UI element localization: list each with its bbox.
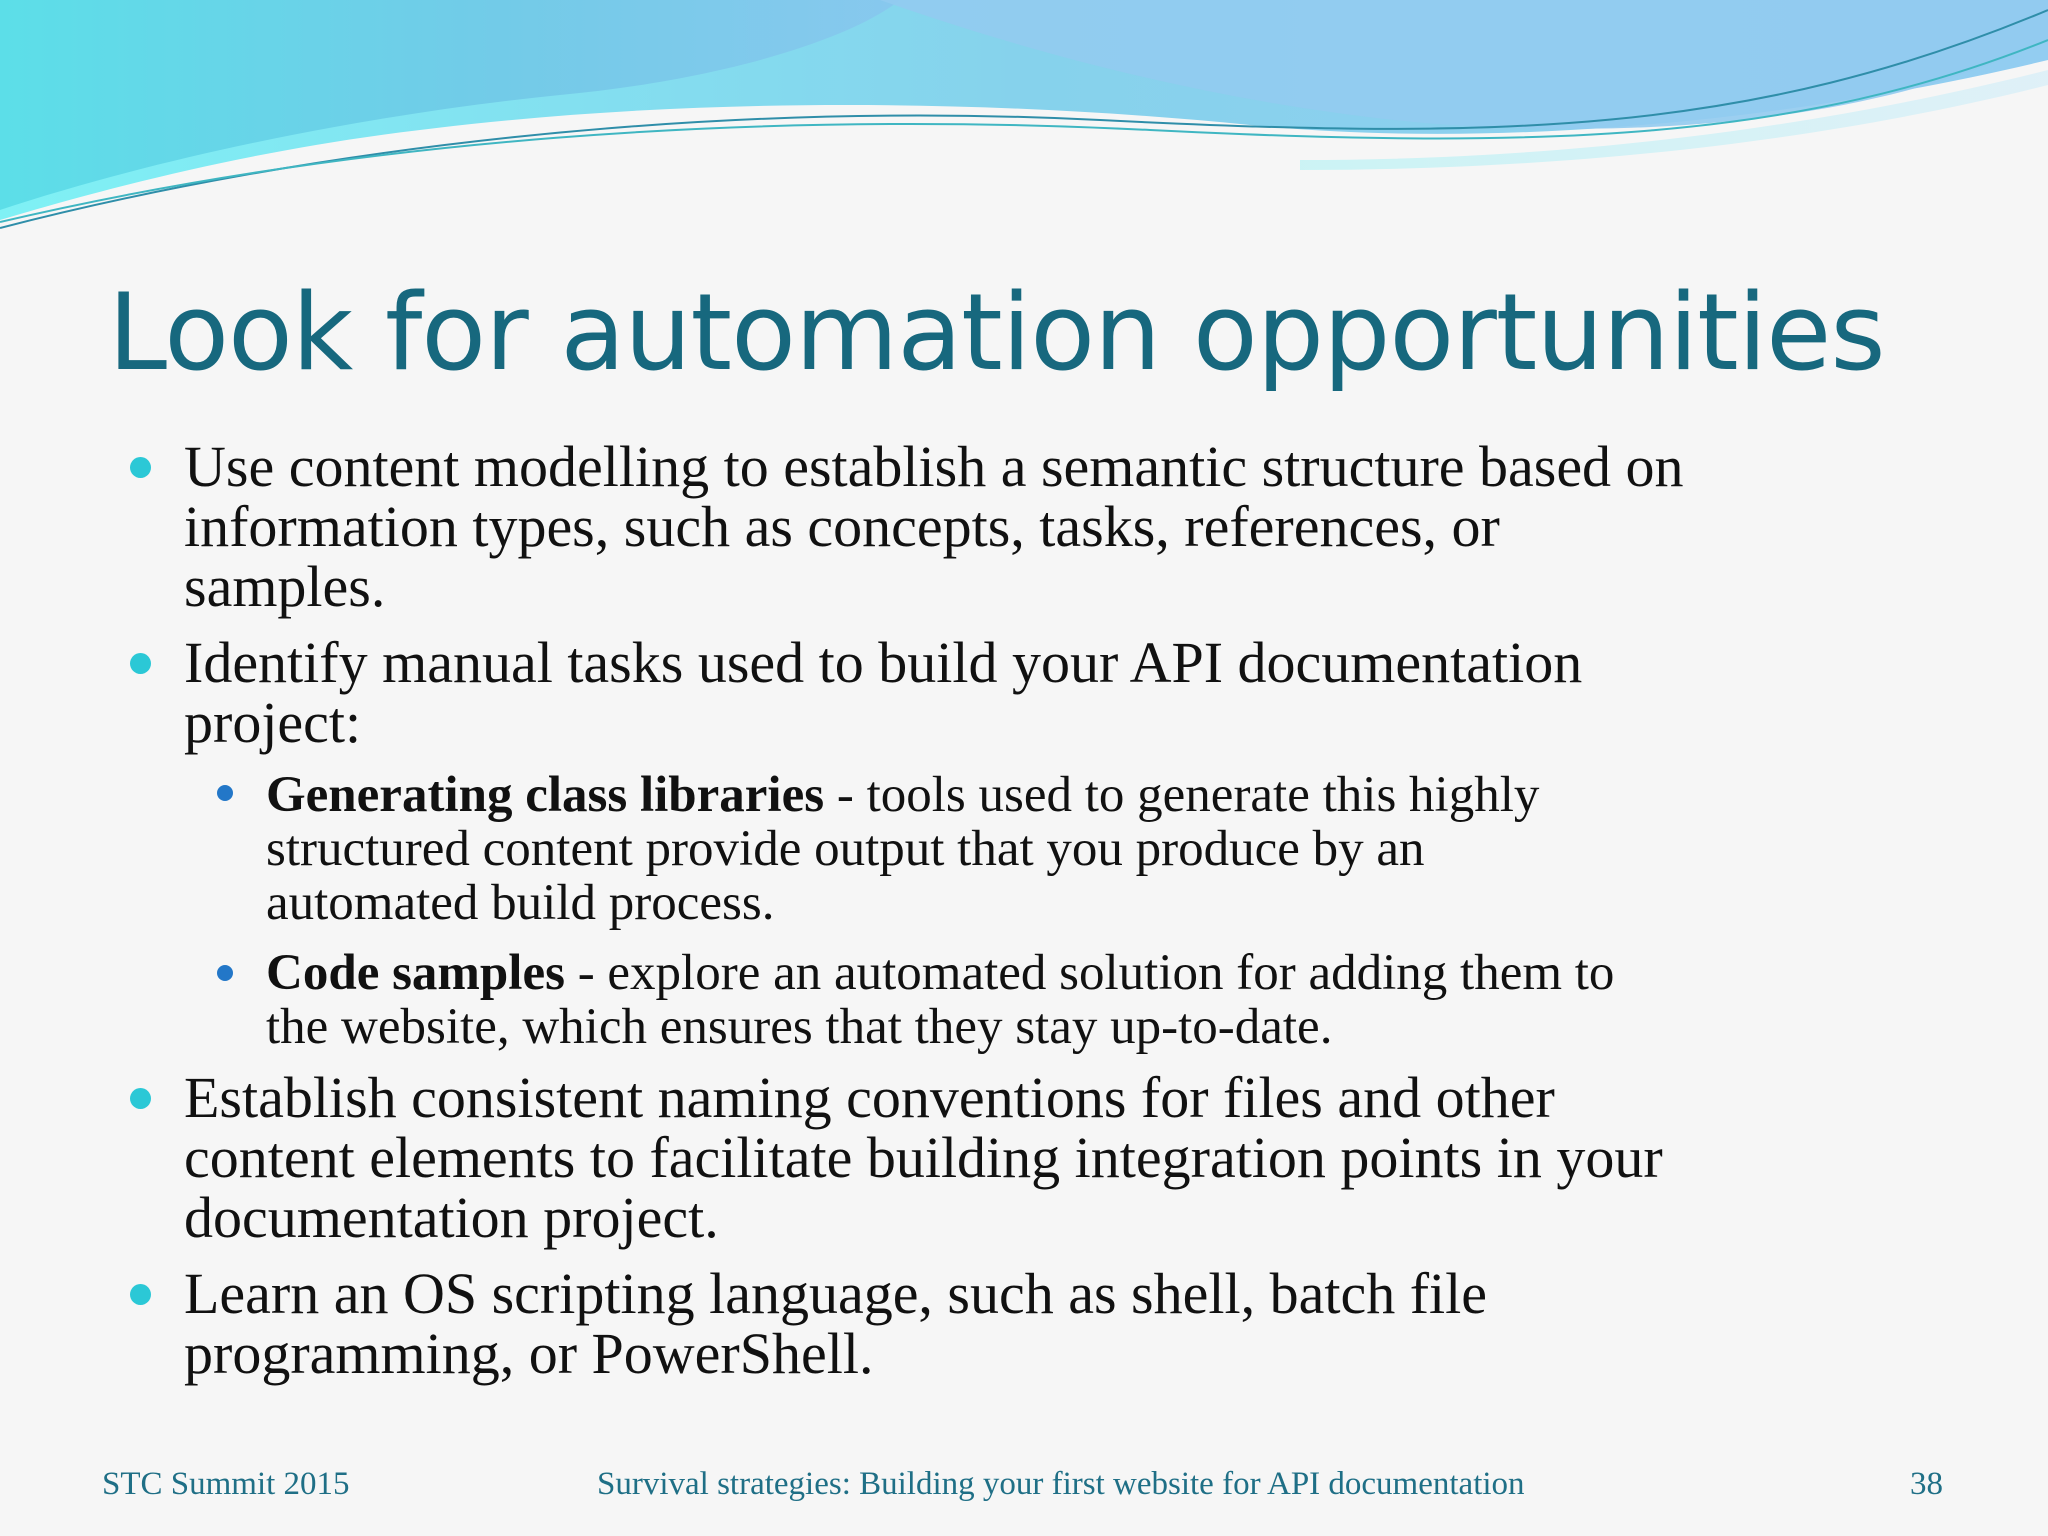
bullet-dot-icon (130, 1088, 151, 1109)
sub-bullet-dot-icon (217, 965, 233, 981)
sub-bullet-text: Code samples - explore an automated solution for adding them to the website, which ensures that they stay up-to-date. (266, 945, 1615, 1055)
bullet-text: Establish consistent naming conventions for files and other content elements to facilitate building integration points in your documentation project. (184, 1065, 1663, 1250)
bullet-text: Learn an OS scripting language, such as shell, batch file programming, or PowerShell. (184, 1261, 1487, 1386)
sub-bullet-dot-icon (217, 785, 233, 801)
bullet-dot-icon (130, 1284, 151, 1305)
footer-event-name: STC Summit 2015 (102, 1466, 350, 1502)
bullet-text: Identify manual tasks used to build your API documentation project: (184, 630, 1583, 755)
bullet-dot-icon (130, 653, 151, 674)
header-wave-decoration (0, 0, 2048, 240)
bullet-text: Use content modelling to establish a semantic structure based on information types, such as concepts, tasks, references, or samples. (184, 434, 1684, 619)
sub-bullet-text: Generating class libraries - tools used to generate this highly structured content provide output that you produce by an automated build process. (266, 767, 1540, 931)
footer-page-number: 38 (1910, 1466, 1943, 1502)
slide-title: Look for automation opportunities (108, 271, 1885, 394)
bullet-dot-icon (130, 457, 151, 478)
footer-presentation-title: Survival strategies: Building your first website for API documentation (597, 1466, 1525, 1502)
